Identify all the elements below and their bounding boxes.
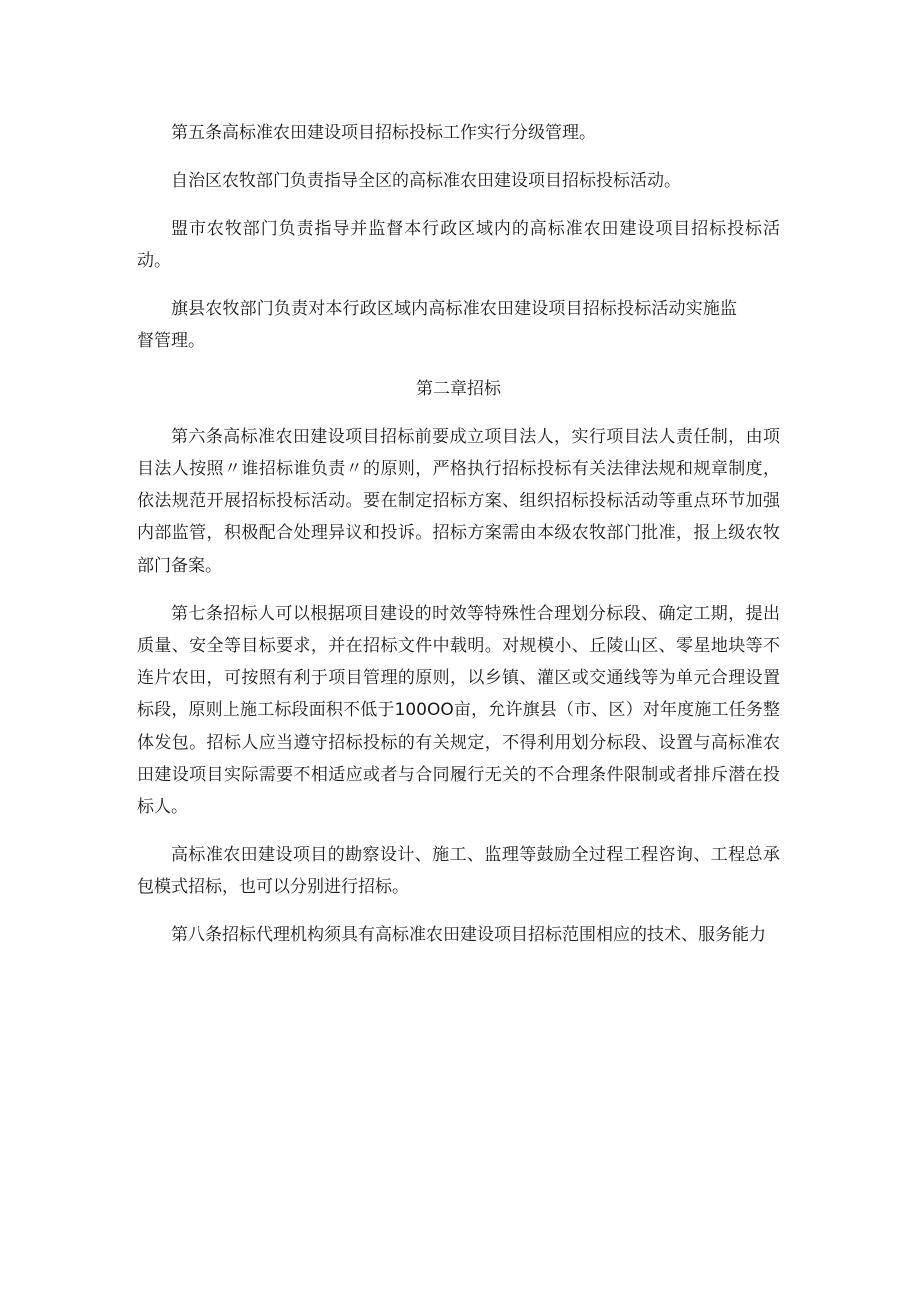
paragraph-article-7: 第七条招标人可以根据项目建设的时效等特殊性合理划分标段、确定工期，提出质量、安全等目标要求，并在招标文件中载明。对规模小、丘陵山区、零星地块等不连片农田，可按照有利于项目管理的原则，以乡镇、灌区或交通线等为单元合理设置标段，原则上施工标段面积不低于100OO亩，允许旗县（市、区）对年度施工任务整体发包。招标人应当遵守招标投标的有关规定，不得利用划分标段、设置与高标准农田建设项目实际需要不相适应或者与合同履行无关的不合理条件限制或者排斥潜在投标人。 bbox=[137, 603, 780, 818]
chapter-heading: 第二章招标 bbox=[416, 378, 501, 399]
paragraph-full-process-consulting: 高标准农田建设项目的勘察设计、施工、监理等鼓励全过程工程咨询、工程总承包模式招标，也可以分别进行招标。 bbox=[137, 845, 780, 898]
document-body bbox=[137, 117, 780, 967]
paragraph-article-6: 第六条高标准农田建设项目招标前要成立项目法人，实行项目法人责任制，由项目法人按照〃谁招标谁负责〃的原则，严格执行招标投标有关法律法规和规章制度，依法规范开展招标投标活动。要在制定招标方案、组织招标投标活动等重点环节加强内部监管，积极配合处理异议和投诉。招标方案需由本级农牧部门批准，报上级农牧部门备案。 bbox=[137, 426, 780, 576]
paragraph-article-8: 第八条招标代理机构须具有高标准农田建设项目招标范围相应的技术、服务能力 bbox=[171, 925, 766, 946]
paragraph-banner-department: 旗县农牧部门负责对本行政区域内高标准农田建设项目招标投标活动实施监督管理。 bbox=[137, 298, 737, 351]
paragraph-region-department: 自治区农牧部门负责指导全区的高标准农田建设项目招标投标活动。 bbox=[171, 170, 681, 191]
paragraph-article-5: 第五条高标准农田建设项目招标投标工作实行分级管理。 bbox=[171, 123, 596, 143]
paragraph-league-department: 盟市农牧部门负责指导并监督本行政区域内的高标准农田建设项目招标投标活动。 bbox=[137, 218, 780, 271]
